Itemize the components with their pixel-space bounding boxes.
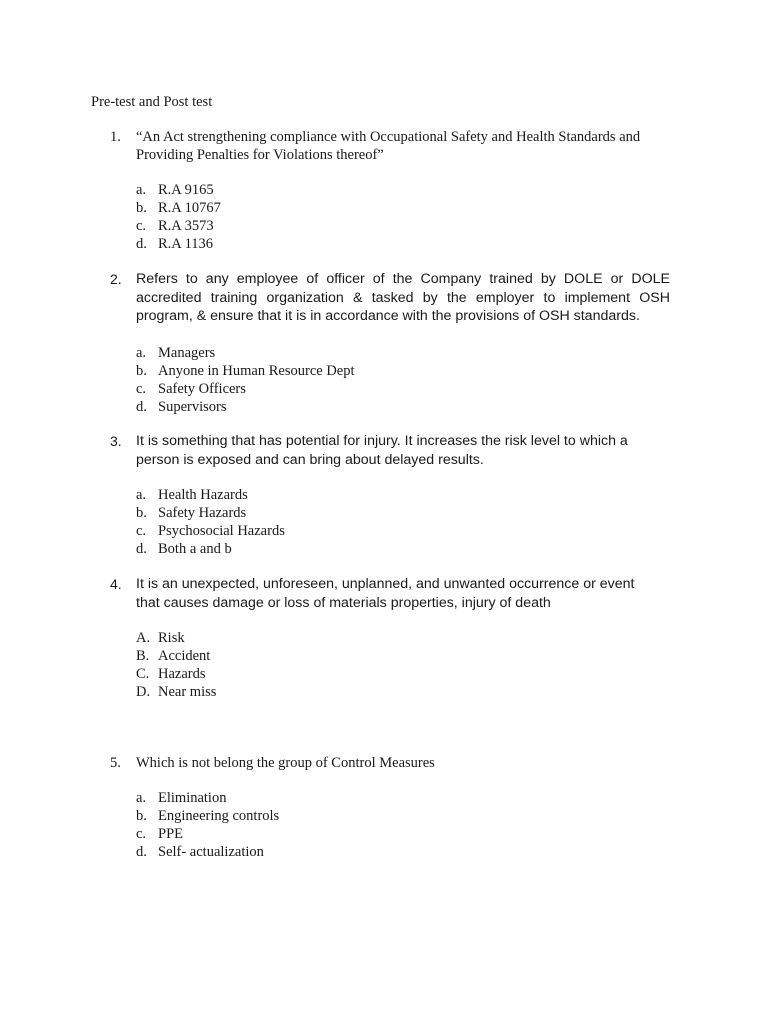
option-letter: d. (136, 541, 147, 557)
option-letter: c. (136, 380, 147, 397)
answer-option (136, 486, 670, 504)
option-text: Self- actualization (158, 844, 264, 860)
option-text: Risk (158, 630, 185, 646)
option-text: Psychosocial Hazards (158, 523, 285, 539)
option-text: Accident (158, 648, 211, 664)
question-text-line: person is exposed and can bring about delayed results. (136, 451, 484, 468)
question-text-line: Providing Penalties for Violations thereof” (136, 147, 384, 163)
question-text-line: accredited training organization & tasked by the employer to implement OSH (136, 289, 670, 306)
option-letter: a. (136, 487, 147, 503)
option-text: Both a and b (158, 541, 232, 557)
question-text (136, 270, 670, 326)
answer-option (136, 504, 670, 522)
option-text: R.A 9165 (158, 182, 214, 198)
answer-option (136, 235, 670, 253)
answer-options (136, 344, 670, 416)
option-letter: c. (136, 826, 147, 842)
option-text: Hazards (158, 666, 206, 682)
option-text: Supervisors (158, 398, 227, 415)
answer-option (136, 647, 670, 665)
option-text: PPE (158, 826, 183, 842)
option-letter: C. (136, 666, 150, 682)
answer-option (136, 825, 670, 843)
question-text (136, 575, 670, 612)
answer-options (136, 629, 670, 701)
answer-option (136, 380, 670, 398)
question-text-line: It is something that has potential for injury. It increases the risk level to which a (136, 433, 628, 449)
answer-option (136, 344, 670, 362)
question-text-line: that causes damage or loss of materials properties, injury of death (136, 594, 551, 611)
question-5 (110, 754, 670, 861)
answer-option (136, 522, 670, 540)
option-letter: b. (136, 362, 147, 379)
option-text: Engineering controls (158, 808, 280, 824)
option-text: Managers (158, 344, 216, 361)
answer-option (136, 540, 670, 558)
question-number: 2. (110, 271, 122, 287)
option-letter: a. (136, 182, 147, 198)
option-letter: D. (136, 684, 151, 700)
option-letter: B. (136, 648, 150, 664)
answer-options (136, 486, 670, 558)
option-letter: A. (136, 630, 151, 646)
question-text-line: “An Act strengthening compliance with Occupational Safety and Health Standards and (136, 129, 641, 145)
answer-option (136, 807, 670, 825)
option-letter: b. (136, 200, 147, 216)
option-letter: b. (136, 808, 147, 824)
question-3 (110, 432, 670, 558)
question-number: 4. (110, 576, 122, 592)
option-letter: c. (136, 218, 147, 234)
option-text: Safety Officers (158, 380, 246, 397)
option-text: Near miss (158, 684, 217, 700)
option-letter: d. (136, 398, 147, 415)
question-4 (110, 575, 670, 701)
answer-option (136, 683, 670, 701)
question-2 (110, 270, 670, 416)
answer-option (136, 362, 670, 380)
question-number: 5. (110, 755, 121, 771)
question-text-line: program, & ensure that it is in accordance with the provisions of OSH standards. (136, 308, 640, 324)
option-letter: d. (136, 236, 147, 252)
answer-option (136, 789, 670, 807)
answer-options (136, 789, 670, 861)
option-text: Anyone in Human Resource Dept (158, 362, 355, 379)
question-number: 3. (110, 433, 122, 449)
option-letter: a. (136, 790, 147, 806)
answer-option (136, 629, 670, 647)
answer-options (136, 181, 670, 253)
question-1 (110, 128, 670, 253)
option-letter: d. (136, 844, 147, 860)
question-text (136, 432, 670, 469)
option-text: Safety Hazards (158, 505, 247, 521)
question-text-line: It is an unexpected, unforeseen, unplanned, and unwanted occurrence or event (136, 576, 635, 592)
option-letter: c. (136, 523, 147, 539)
page-title: Pre-test and Post test (91, 94, 213, 110)
question-text (136, 128, 670, 164)
option-letter: a. (136, 344, 147, 361)
option-letter: b. (136, 505, 147, 521)
answer-option (136, 843, 670, 861)
answer-option (136, 217, 670, 235)
answer-option (136, 181, 670, 199)
question-number: 1. (110, 129, 121, 145)
question-text-line: Refers to any employee of officer of the Company trained by DOLE or DOLE (136, 271, 670, 287)
option-text: R.A 1136 (158, 236, 214, 252)
answer-option (136, 398, 670, 416)
answer-option (136, 199, 670, 217)
question-text (136, 754, 670, 772)
question-text-line: Which is not belong the group of Control Measures (136, 755, 435, 771)
option-text: R.A 3573 (158, 218, 214, 234)
option-text: Health Hazards (158, 487, 248, 503)
answer-option (136, 665, 670, 683)
option-text: R.A 10767 (158, 200, 221, 216)
option-text: Elimination (158, 790, 227, 806)
